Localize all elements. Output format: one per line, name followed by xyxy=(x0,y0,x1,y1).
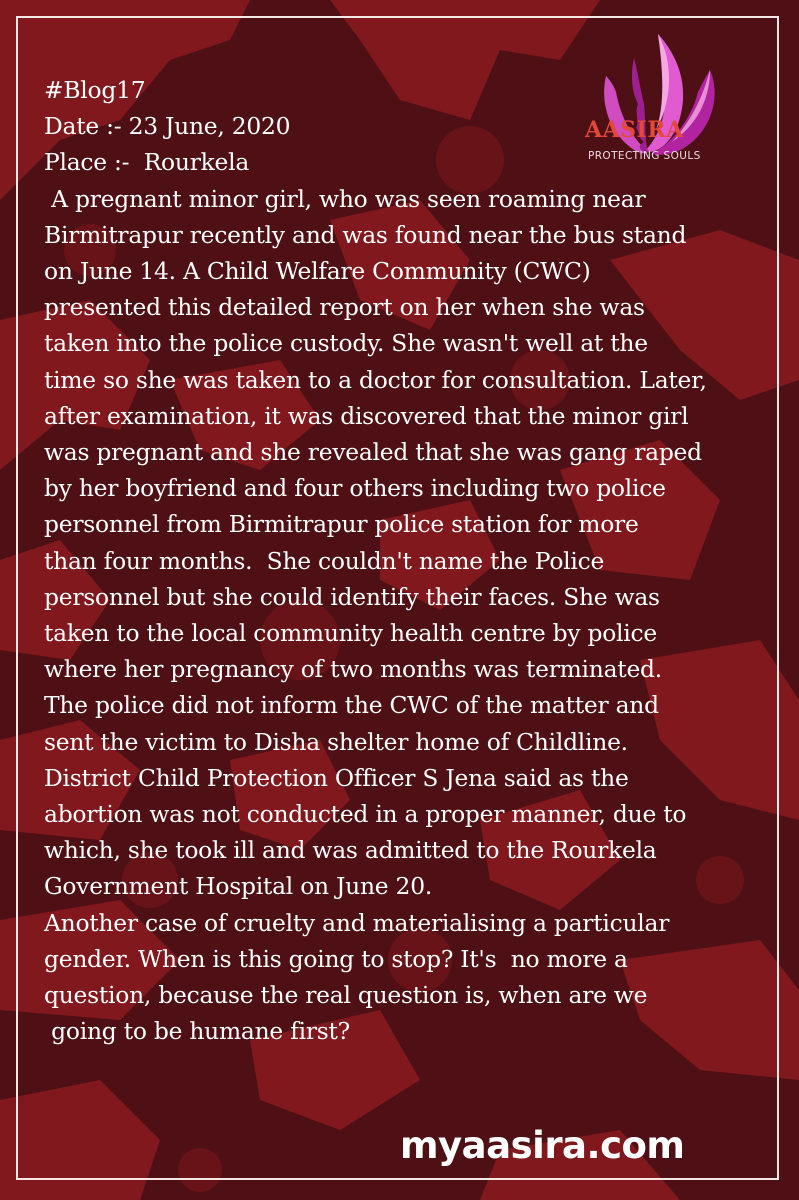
brand-wordmark: AASIRA xyxy=(585,117,684,143)
body-line: Birmitrapur recently and was found near the bus stand xyxy=(44,220,687,249)
blog-body xyxy=(44,72,764,1049)
body-line: personnel but she could identify their faces. She was xyxy=(44,582,660,611)
body-line: on June 14. A Child Welfare Community (CWC) xyxy=(44,257,591,286)
post-place: Place :- Rourkela xyxy=(44,148,250,177)
website-url: myaasira.com xyxy=(400,1124,685,1167)
body-line: after examination, it was discovered that the minor girl xyxy=(44,401,689,430)
body-line: where her pregnancy of two months was terminated. xyxy=(44,655,662,684)
body-line: The police did not inform the CWC of the matter and xyxy=(44,691,659,720)
body-line: than four months. She couldn't name the Police xyxy=(44,546,605,575)
body-line: going to be humane first? xyxy=(44,1017,350,1046)
body-line: Another case of cruelty and materialising a particular xyxy=(44,908,670,937)
body-line: by her boyfriend and four others including two police xyxy=(44,474,666,503)
body-line: Government Hospital on June 20. xyxy=(44,872,433,901)
body-line: question, because the real question is, when are we xyxy=(44,981,648,1010)
blog-tag: #Blog17 xyxy=(44,76,146,104)
body-line: time so she was taken to a doctor for consultation. Later, xyxy=(44,365,707,394)
body-line: taken into the police custody. She wasn't well at the xyxy=(44,329,648,358)
brand-tagline: PROTECTING SOULS xyxy=(588,150,701,162)
body-line: was pregnant and she revealed that she was gang raped xyxy=(44,438,702,467)
body-line: which, she took ill and was admitted to the Rourkela xyxy=(44,836,657,865)
body-line: taken to the local community health centre by police xyxy=(44,619,657,648)
body-line: gender. When is this going to stop? It's no more a xyxy=(44,944,628,973)
body-line: sent the victim to Disha shelter home of Childline. xyxy=(44,727,628,756)
post-date: Date :- 23 June, 2020 xyxy=(44,112,291,141)
body-line: abortion was not conducted in a proper manner, due to xyxy=(44,800,687,829)
body-line: personnel from Birmitrapur police station for more xyxy=(44,510,639,539)
body-line: presented this detailed report on her when she was xyxy=(44,293,645,322)
body-line: District Child Protection Officer S Jena said as the xyxy=(44,763,629,792)
body-line: A pregnant minor girl, who was seen roaming near xyxy=(44,184,646,213)
